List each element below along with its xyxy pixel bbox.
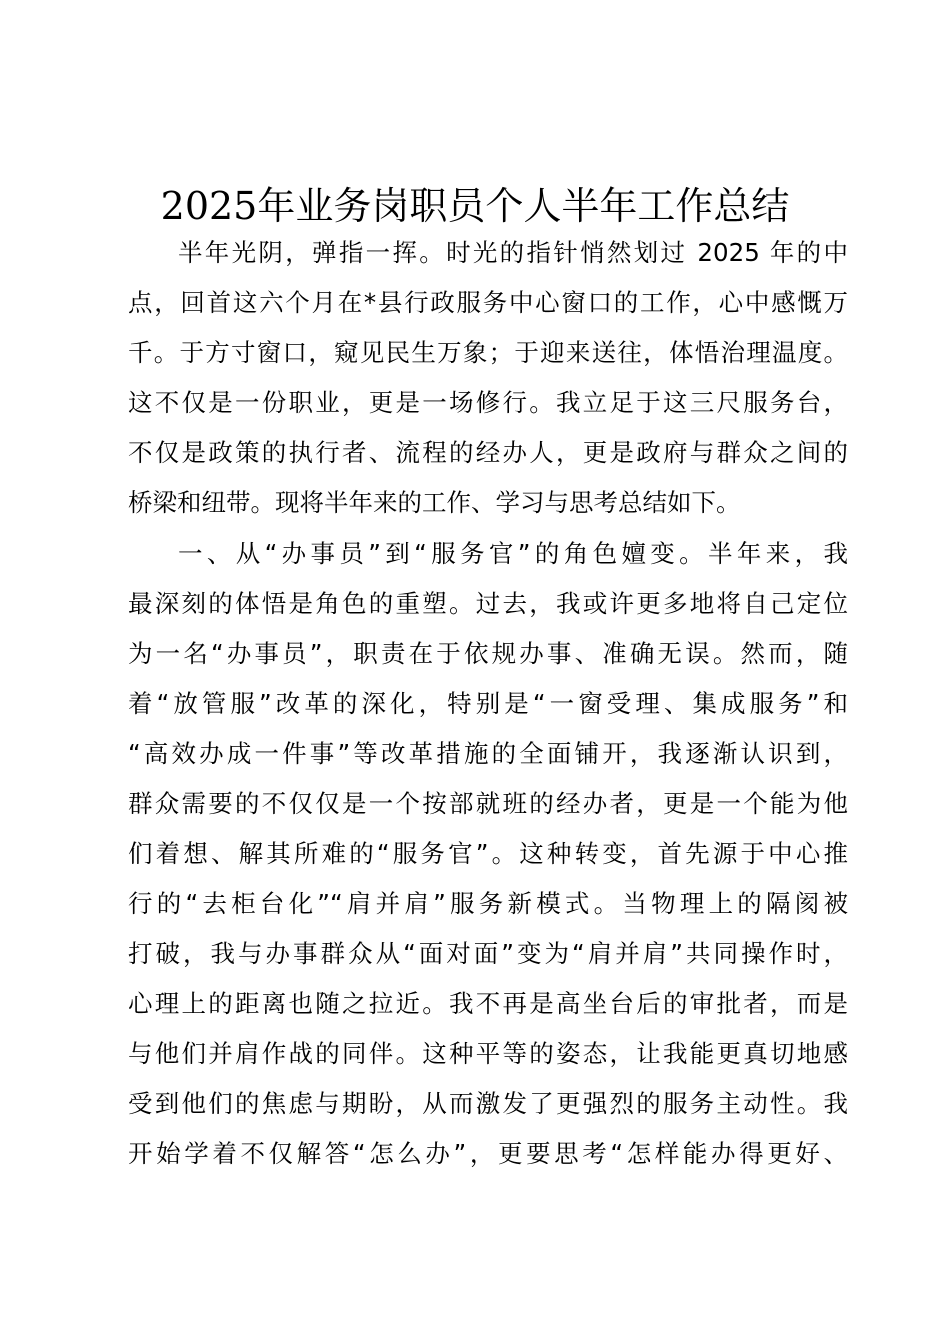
paragraph-2-line-13: 开始学着不仅解答“怎么办”，更要思考“怎样能办得更好、 bbox=[128, 1139, 848, 1168]
paragraph-1-line-5: 不仅是政策的执行者、流程的经办人，更是政府与群众之间的 bbox=[128, 438, 848, 467]
paragraph-2-line-11: 与他们并肩作战的同伴。这种平等的姿态，让我能更真切地感 bbox=[128, 1039, 848, 1068]
paragraph-1-line-4: 这不仅是一份职业，更是一场修行。我立足于这三尺服务台， bbox=[128, 388, 848, 417]
paragraph-2-line-8: 行的“去柜台化”“肩并肩”服务新模式。当物理上的隔阂被 bbox=[128, 889, 848, 918]
paragraph-2-line-1: 一、从“办事员”到“服务官”的角色嬗变。半年来，我 bbox=[178, 539, 848, 568]
paragraph-2-line-10: 心理上的距离也随之拉近。我不再是高坐台后的审批者，而是 bbox=[128, 989, 848, 1018]
paragraph-2-line-12: 受到他们的焦虑与期盼，从而激发了更强烈的服务主动性。我 bbox=[128, 1089, 848, 1118]
paragraph-2-line-4: 着“放管服”改革的深化，特别是“一窗受理、集成服务”和 bbox=[128, 689, 848, 718]
document-title: 2025年业务岗职员个人半年工作总结 bbox=[160, 184, 790, 228]
paragraph-2-line-9: 打破，我与办事群众从“面对面”变为“肩并肩”共同操作时， bbox=[128, 939, 848, 968]
paragraph-2-line-3: 为一名“办事员”，职责在于依规办事、准确无误。然而，随 bbox=[128, 639, 848, 668]
paragraph-2-line-6: 群众需要的不仅仅是一个按部就班的经办者，更是一个能为他 bbox=[128, 789, 848, 818]
paragraph-1-line-2: 点，回首这六个月在*县行政服务中心窗口的工作，心中感慨万 bbox=[128, 288, 848, 317]
paragraph-2-line-7: 们着想、解其所难的“服务官”。这种转变，首先源于中心推 bbox=[128, 839, 848, 868]
paragraph-1-line-3: 千。于方寸窗口，窥见民生万象；于迎来送往，体悟治理温度。 bbox=[128, 338, 848, 367]
paragraph-2-line-5: “高效办成一件事”等改革措施的全面铺开，我逐渐认识到， bbox=[128, 739, 848, 768]
paragraph-1-line-1: 半年光阴，弹指一挥。时光的指针悄然划过 2025 年的中 bbox=[178, 238, 848, 267]
paragraph-1-line-6: 桥梁和纽带。现将半年来的工作、学习与思考总结如下。 bbox=[128, 488, 741, 517]
paragraph-2-line-2: 最深刻的体悟是角色的重塑。过去，我或许更多地将自己定位 bbox=[128, 589, 848, 618]
